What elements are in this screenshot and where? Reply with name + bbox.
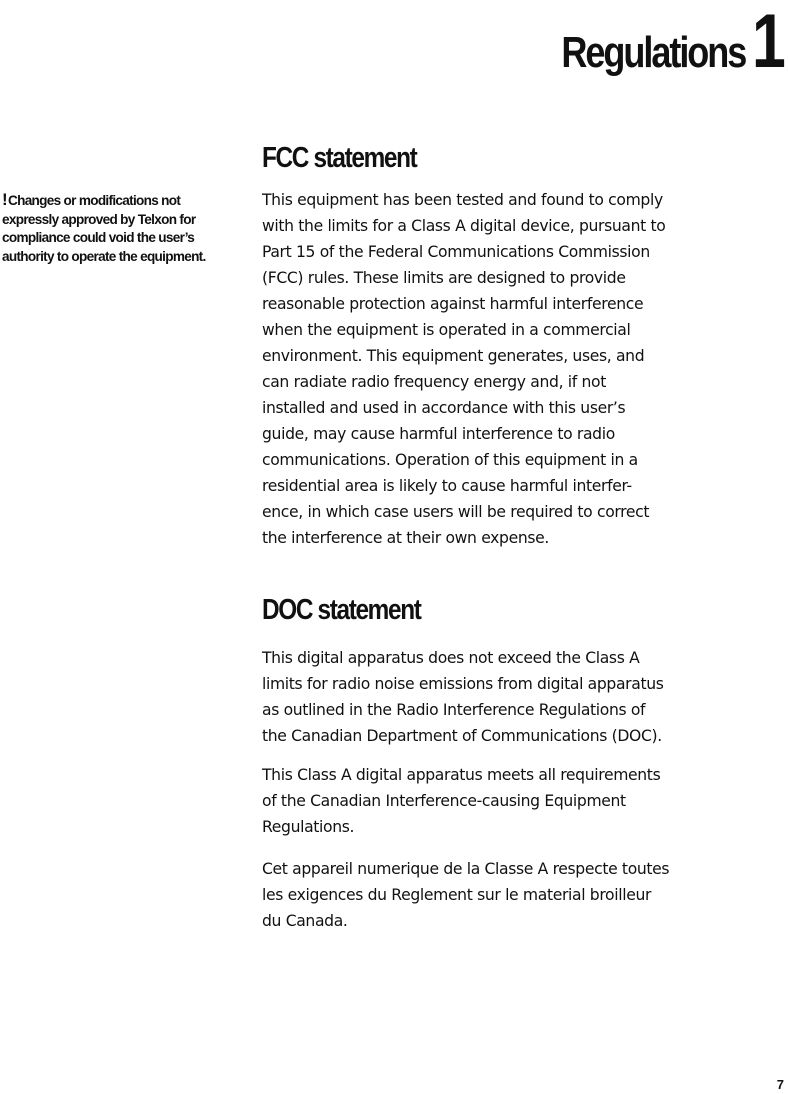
caution-sidenote [2, 191, 234, 266]
doc-paragraph-1: This digital apparatus does not exceed the Class A limits for radio noise emissions from digital apparatus as outlined in the Radio Interference Regulations of the Canadian Department of Communications (DOC). [262, 649, 664, 745]
chapter-number: 1 [751, 0, 784, 84]
chapter-title [521, 0, 784, 84]
caution-text: Changes or modifications not expressly approved by Telxon for compliance could void the user’s authority to operate the equipment. [2, 193, 206, 264]
doc-paragraph-3: Cet appareil numerique de la Classe A respecte toutes les exigences du Reglement sur le material broilleur du Canada. [262, 860, 670, 930]
chapter-title-text: Regulations [561, 28, 746, 77]
caution-icon: ! [2, 190, 7, 209]
doc-heading: DOC statement [262, 594, 421, 626]
fcc-heading: FCC statement [262, 142, 417, 174]
doc-paragraph-2: This Class A digital apparatus meets all requirements of the Canadian Interference-causing Equipment Regulations. [262, 766, 661, 836]
fcc-paragraph: This equipment has been tested and found to comply with the limits for a Class A digital device, pursuant to Part 15 of the Federal Communications Commission (FCC) rules. These limits are designed to provide reasonable protection against harmful interference when the equipment is operated in a commercial environment. This equipment generates, uses, and can radiate radio frequency energy and, if not installed and used in accordance with this user’s guide, may cause harmful interference to radio communications. Operation of this equipment in a residential area is likely to cause harmful interfer- ence, in which case users will be required to correct the interference at their own expense. [262, 191, 666, 547]
page-number: 7 [776, 1077, 784, 1092]
